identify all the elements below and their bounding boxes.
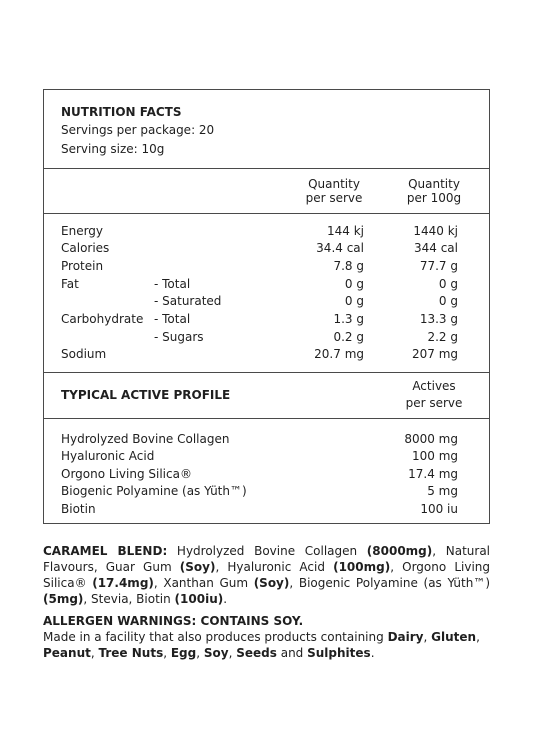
nutrient-label: Sodium xyxy=(61,347,107,361)
active-value: 8000 mg xyxy=(404,432,458,446)
nutrient-serve-value: 34.4 cal xyxy=(316,241,364,255)
nutrient-sub-label: - Saturated xyxy=(154,294,222,308)
separator: , xyxy=(423,630,432,644)
allergen-item: Peanut xyxy=(43,646,91,660)
col-header-serve-line1: Quantity xyxy=(308,177,360,191)
serving-size: Serving size: 10g xyxy=(61,142,165,156)
nutrient-serve-value: 0 g xyxy=(344,294,364,308)
active-value: 100 iu xyxy=(420,502,458,516)
active-label: Biotin xyxy=(61,502,96,516)
nutrient-100g-value: 13.3 g xyxy=(419,312,458,326)
separator: and xyxy=(276,646,308,660)
allergen-item: Dairy xyxy=(387,630,424,644)
active-label: Hyaluronic Acid xyxy=(61,449,155,463)
nutrient-label: Energy xyxy=(61,224,104,238)
nutrient-100g-value: 0 g xyxy=(438,277,458,291)
active-label: Hydrolyzed Bovine Collagen xyxy=(61,432,230,446)
divider xyxy=(44,168,489,169)
active-label: Orgono Living Silica® xyxy=(61,467,192,481)
ingredient-allergen: (Soy) xyxy=(179,560,216,574)
col-header-100g-line1: Quantity xyxy=(408,177,460,191)
servings-per-package: Servings per package: 20 xyxy=(61,123,215,137)
allergen-item: Egg xyxy=(170,646,197,660)
nutrient-100g-value: 344 cal xyxy=(413,241,458,255)
nutrition-panel xyxy=(43,89,490,524)
allergen-item: Seeds xyxy=(236,646,277,660)
active-value: 100 mg xyxy=(411,449,458,463)
actives-col-header-line2: per serve xyxy=(405,396,463,410)
nutrient-serve-value: 20.7 mg xyxy=(314,347,364,361)
allergen-item: Gluten xyxy=(431,630,477,644)
separator: , xyxy=(90,646,99,660)
separator: . xyxy=(370,646,375,660)
nutrient-label: Protein xyxy=(61,259,104,273)
nutrient-100g-value: 2.2 g xyxy=(427,330,458,344)
ingredient-amount: (100mg) xyxy=(333,560,391,574)
ingredients-text: Hydrolyzed Bovine Collagen xyxy=(167,544,367,558)
allergen-text: Made in a facility that also produces products containing xyxy=(43,630,388,644)
separator: , xyxy=(476,630,480,644)
nutrient-100g-value: 1440 kj xyxy=(413,224,458,238)
nutrient-label: Fat xyxy=(61,277,79,291)
nutrient-sub-label: - Total xyxy=(154,312,191,326)
allergen-item: Sulphites xyxy=(307,646,371,660)
allergen-warnings xyxy=(43,613,490,661)
allergen-item: Tree Nuts xyxy=(98,646,164,660)
ingredients-text: , Orgono Living Silica® xyxy=(43,560,490,590)
ingredients-text: , Natural Flavours, Guar Gum xyxy=(43,544,490,574)
ingredients-text: . xyxy=(223,592,228,606)
divider xyxy=(44,213,489,214)
active-value: 5 mg xyxy=(427,484,458,498)
nutrient-sub-label: - Sugars xyxy=(154,330,204,344)
ingredient-allergen: (Soy) xyxy=(253,576,290,590)
col-header-serve-line2: per serve xyxy=(305,191,363,205)
nutrient-serve-value: 1.3 g xyxy=(333,312,364,326)
ingredients-text: , Stevia, Biotin xyxy=(83,592,175,606)
ingredient-amount: (8000mg) xyxy=(366,544,433,558)
separator: , xyxy=(163,646,171,660)
ingredients-text: , Biogenic Polyamine (as Yüth™) xyxy=(289,576,490,590)
divider xyxy=(44,418,489,419)
ingredient-amount: (5mg) xyxy=(43,592,84,606)
ingredient-amount: (100iu) xyxy=(174,592,224,606)
caramel-blend-ingredients xyxy=(43,543,490,607)
active-value: 17.4 mg xyxy=(408,467,458,481)
allergen-item: Soy xyxy=(203,646,229,660)
nutrient-serve-value: 144 kj xyxy=(326,224,364,238)
nutrient-sub-label: - Total xyxy=(154,277,191,291)
divider xyxy=(44,372,489,373)
nutrient-100g-value: 0 g xyxy=(438,294,458,308)
nutrient-serve-value: 0.2 g xyxy=(333,330,364,344)
nutrient-100g-value: 207 mg xyxy=(411,347,458,361)
nutrient-label: Carbohydrate xyxy=(61,312,144,326)
nutrient-serve-value: 0 g xyxy=(344,277,364,291)
actives-col-header-line1: Actives xyxy=(412,379,456,393)
nutrient-serve-value: 7.8 g xyxy=(333,259,364,273)
nutrition-facts-title: NUTRITION FACTS xyxy=(61,105,182,119)
ingredients-text: , Xanthan Gum xyxy=(153,576,254,590)
allergen-heading: ALLERGEN WARNINGS: CONTAINS SOY. xyxy=(43,614,304,628)
blend-heading: CARAMEL BLEND: xyxy=(43,544,168,558)
nutrient-100g-value: 77.7 g xyxy=(419,259,458,273)
col-header-100g-line2: per 100g xyxy=(406,191,462,205)
nutrient-label: Calories xyxy=(61,241,110,255)
active-label: Biogenic Polyamine (as Yüth™) xyxy=(61,484,247,498)
separator: , xyxy=(228,646,237,660)
active-profile-title: TYPICAL ACTIVE PROFILE xyxy=(61,388,231,402)
ingredients-text: , Hyaluronic Acid xyxy=(215,560,334,574)
ingredient-amount: (17.4mg) xyxy=(92,576,154,590)
separator: , xyxy=(196,646,204,660)
